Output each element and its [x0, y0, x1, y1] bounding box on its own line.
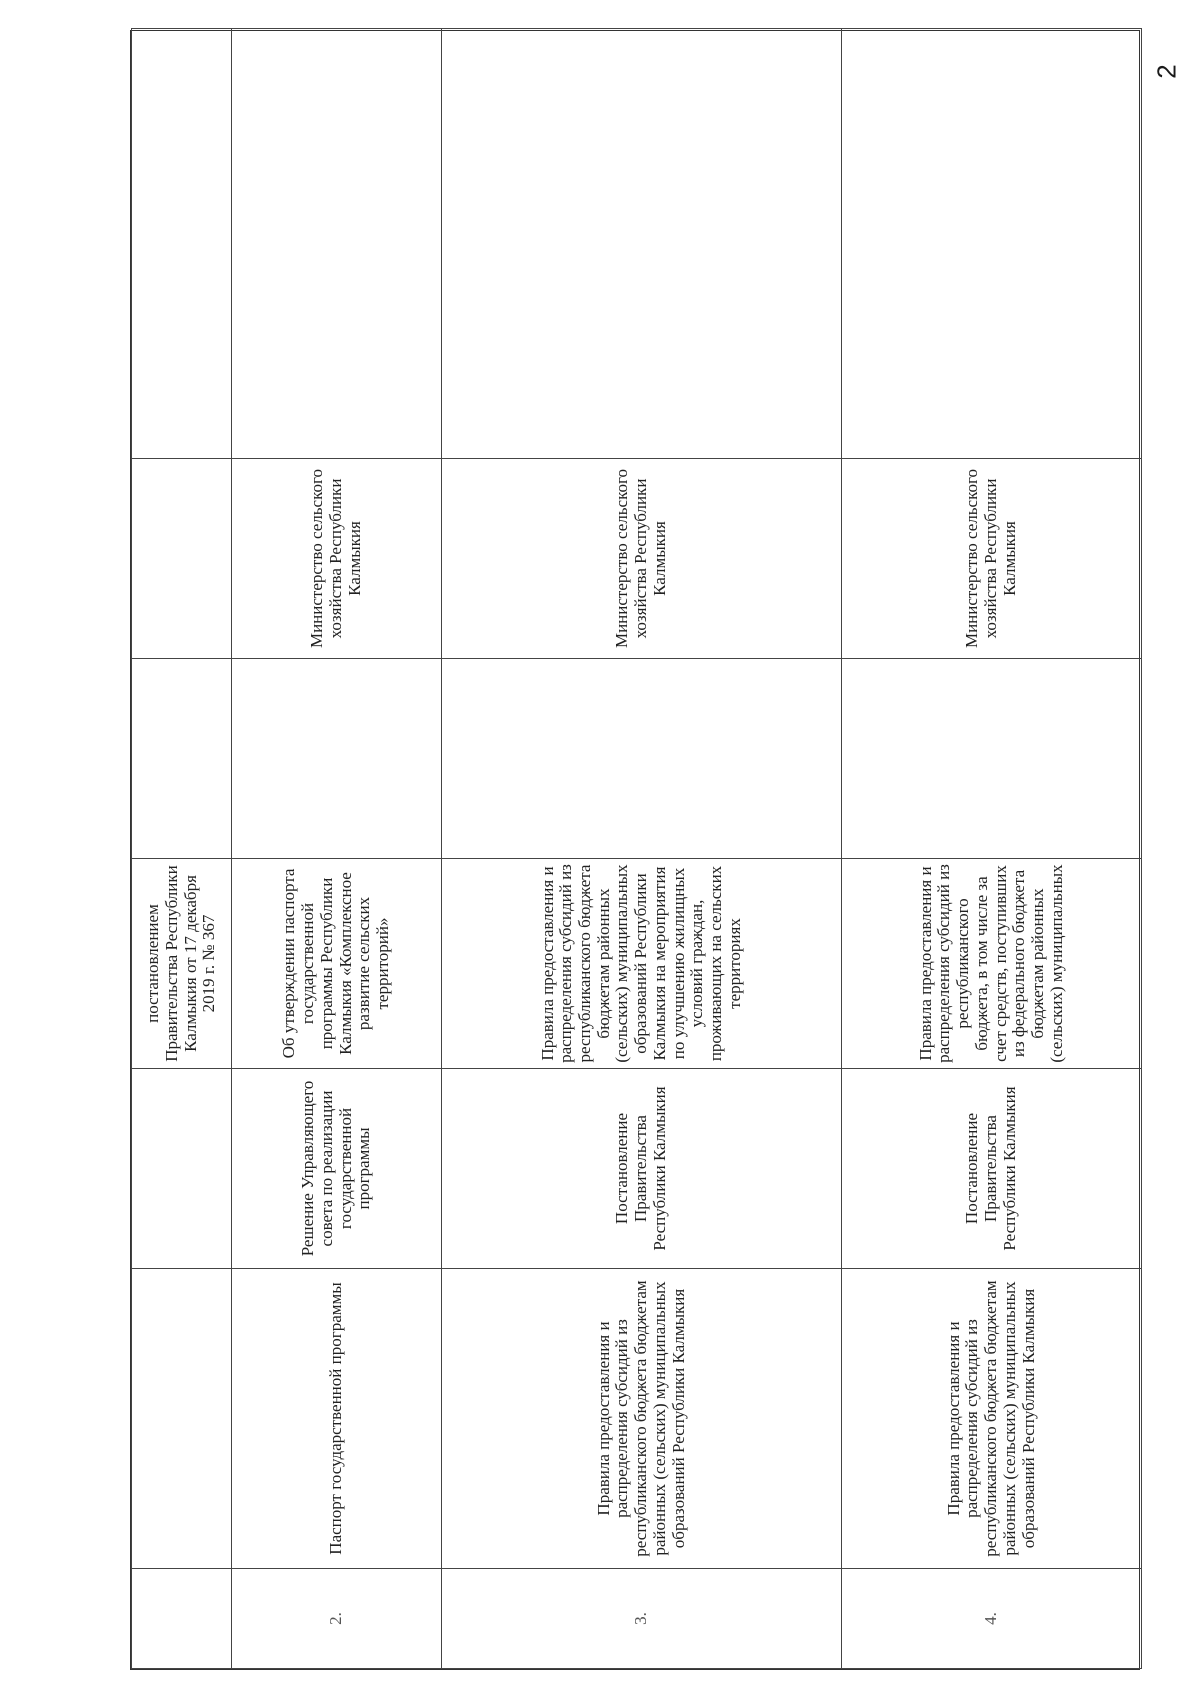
cell-act-type — [132, 1069, 232, 1269]
cell-last — [232, 29, 442, 459]
cell-empty — [842, 659, 1142, 859]
cell-number — [132, 1569, 232, 1669]
cell-name: Паспорт государственной программы — [232, 1269, 442, 1569]
cell-name: Правила предоставления и распределения субсидий из республиканского бюджета бюджетам районных (сельских) муниципальных образований Республики Калмыкия — [442, 1269, 842, 1569]
table-row — [442, 29, 842, 1669]
table-row-continued — [132, 29, 232, 1669]
cell-act-title: Об утверждении паспорта государственной программы Республики Калмыкия «Комплексное развитие сельских территорий» — [232, 859, 442, 1069]
cell-responsible — [132, 459, 232, 659]
cell-act-title: Правила предоставления и распределения субсидий из республиканского бюджета, в том числе за счет средств, поступивших из федерального бюджета бюджетам районных (сельских) муниципальных — [842, 859, 1142, 1069]
cell-act-type: Постановление Правительства Республики Калмыкия — [442, 1069, 842, 1269]
cell-act-title: постановлением Правительства Республики Калмыкия от 17 декабря 2019 г. № 367 — [132, 859, 232, 1069]
cell-name: Правила предоставления и распределения субсидий из республиканского бюджета бюджетам районных (сельских) муниципальных образований Республики Калмыкия — [842, 1269, 1142, 1569]
cell-number: 2. — [232, 1569, 442, 1669]
page-number: 2 — [1151, 64, 1182, 79]
cell-act-type: Решение Управляющего совета по реализации государственной программы — [232, 1069, 442, 1269]
cell-last — [842, 29, 1142, 459]
cell-last — [442, 29, 842, 459]
cell-number: 3. — [442, 1569, 842, 1669]
table-row — [232, 29, 442, 1669]
cell-name — [132, 1269, 232, 1569]
cell-number: 4. — [842, 1569, 1142, 1669]
cell-act-title: Правила предоставления и распределения субсидий из республиканского бюджета бюджетам районных (сельских) муниципальных образований Республики Калмыкия на мероприятия по улучшению жилищных условий граждан, проживающих на сельских территориях — [442, 859, 842, 1069]
cell-responsible: Министерство сельского хозяйства Республики Калмыкия — [232, 459, 442, 659]
document-table — [131, 28, 1142, 1669]
cell-responsible: Министерство сельского хозяйства Республики Калмыкия — [442, 459, 842, 659]
cell-last — [132, 29, 232, 459]
cell-empty — [232, 659, 442, 859]
cell-empty — [442, 659, 842, 859]
table-row — [842, 29, 1142, 1669]
rotated-table — [130, 30, 1140, 1670]
cell-act-type: Постановление Правительства Республики Калмыкия — [842, 1069, 1142, 1269]
cell-empty — [132, 659, 232, 859]
cell-responsible: Министерство сельского хозяйства Республики Калмыкия — [842, 459, 1142, 659]
